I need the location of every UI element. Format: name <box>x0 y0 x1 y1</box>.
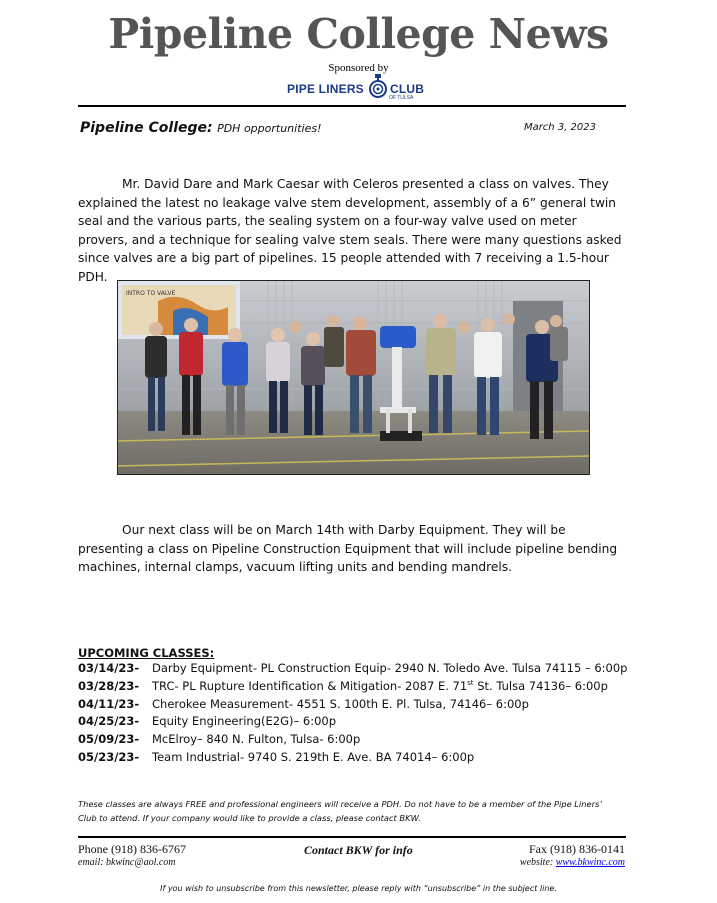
unsubscribe-note: If you wish to unsubscribe from this newsletter, please reply with “unsubscribe” in the subject line. <box>160 884 557 893</box>
article-paragraph-2: Our next class will be on March 14th with Darby Equipment. They will be presenting a class on Pipeline Construction Equipment that will include pipeline bending machines, internal clamps, vacuum lifting units and bending mandrels. <box>78 523 618 574</box>
list-item: 05/09/23- McElroy– 840 N. Fulton, Tulsa- 6:00p <box>78 732 361 747</box>
projector-slide-title: INTRO TO VALVE <box>126 290 176 297</box>
pipe-liners-club-logo <box>287 74 427 102</box>
header-rule <box>78 105 626 107</box>
list-item: 04/25/23- Equity Engineering(E2G)– 6:00p <box>78 714 337 729</box>
list-item: 04/11/23- Cherokee Measurement- 4551 S. 100th E. Pl. Tulsa, 74146– 6:00p <box>78 696 529 711</box>
website-link[interactable]: www.bkwinc.com <box>555 857 625 868</box>
article-heading: Pipeline College: <box>80 120 213 136</box>
group-photo-illustration <box>118 281 590 475</box>
footer-contact: Contact BKW for info <box>304 843 413 857</box>
class-group-photo <box>117 280 590 475</box>
list-item: 05/23/23- Team Industrial- 9740 S. 219th E. Ave. BA 74014– 6:00p <box>78 749 475 764</box>
footer-website: website: www.bkwinc.com <box>519 857 625 868</box>
list-item: 03/14/23- Darby Equipment- PL Construction Equip- 2940 N. Toledo Ave. Tulsa 74115 – 6:00p <box>78 661 628 675</box>
logo-text-right: CLUB <box>390 82 425 96</box>
logo-subtext: OF TULSA <box>389 95 414 101</box>
free-classes-note: These classes are always FREE and professional engineers will receive a PDH. Do not have to be a member of the Pipe Liners’ Club to attend. If your company would like to provide a class, please contact BKW. <box>78 799 602 823</box>
article-subheading: PDH opportunities! <box>217 122 322 135</box>
valve-wheel-icon <box>366 74 390 98</box>
upcoming-classes-list <box>78 661 638 768</box>
footer-email: email: bkwinc@aol.com <box>78 857 176 868</box>
newsletter-title: Pipeline College News <box>108 10 609 58</box>
article-headline <box>80 119 620 137</box>
list-item: 03/28/23- TRC- PL Rupture Identification & Mitigation- 2087 E. 71st St. Tulsa 74136– 6:00p <box>78 678 608 693</box>
sponsored-by-label: Sponsored by <box>328 62 389 74</box>
article-paragraph-1: Mr. David Dare and Mark Caesar with Celeros presented a class on valves. They explained the latest no leakage valve stem development, assembly of a 6” general twin seal and the various parts, the sealing system on a four-way valve used on meter provers, and a technique for sealing valve stem seals. There were many questions asked since valves are a big part of pipelines. 15 people attended with 7 receiving a 1.5-hour PDH. <box>78 177 622 284</box>
footer-fax: Fax (918) 836-0141 <box>529 842 625 856</box>
upcoming-classes-heading: UPCOMING CLASSES: <box>78 646 215 660</box>
logo-text-left: PIPE LINERS <box>287 82 364 96</box>
masthead <box>0 8 717 74</box>
article-date: March 3, 2023 <box>523 122 596 133</box>
email-link[interactable]: bkwinc@aol.com <box>106 857 176 868</box>
footer-phone: Phone (918) 836-6767 <box>78 842 186 856</box>
footer-rule <box>78 836 626 838</box>
